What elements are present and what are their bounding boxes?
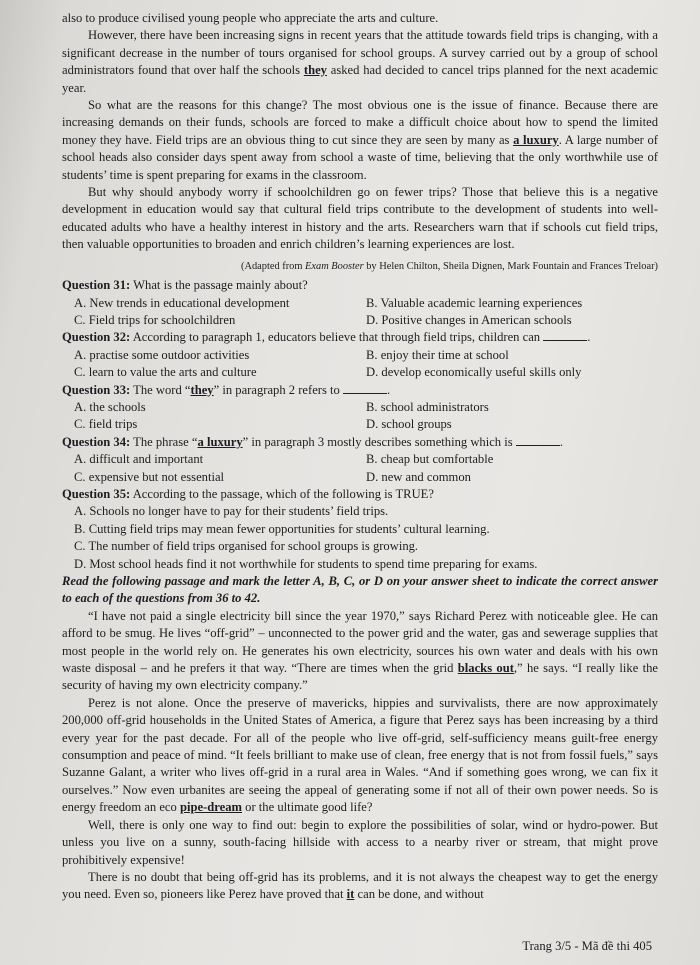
option-d: D. school groups [366, 417, 452, 432]
option-b: B. cheap but comfortable [366, 452, 494, 467]
keyword-blacks-out: blacks out [457, 661, 514, 676]
keyword-pipe-dream: pipe-dream [179, 800, 242, 815]
option-b: B. Cutting field trips may mean fewer opportunities for students’ cultural learning. [74, 521, 490, 536]
answer-blank [343, 382, 387, 394]
passage2-paragraph3: Well, there is only one way to find out: begin to explore the possibilities of solar, wind or hydro-power. But unless you live on a sunny, south-facing hillside with access to a nearby river or stream, that might prove prohibitively expensive! [62, 817, 658, 867]
option-a: A. Schools no longer have to pay for their students’ field trips. [74, 504, 389, 519]
option-d: D. develop economically useful skills only [366, 365, 582, 380]
option-a: A. difficult and important [74, 452, 204, 467]
option-d: D. Positive changes in American schools [366, 312, 572, 327]
question-35 [62, 486, 658, 573]
question-options [62, 451, 658, 486]
question-options [62, 503, 658, 573]
option-a: A. New trends in educational development [74, 295, 290, 310]
keyword-they: they [303, 63, 327, 78]
question-34 [62, 434, 658, 486]
option-b: B. Valuable academic learning experiences [366, 295, 583, 310]
question-stem: Question 33: The word “they” in paragraph 2 refers to . [62, 382, 391, 397]
source-citation: (Adapted from Exam Booster by Helen Chilton, Sheila Dignen, Mark Fountain and Frances Treloar) [240, 260, 658, 272]
option-c: C. learn to value the arts and culture [74, 365, 257, 380]
option-c: C. The number of field trips organised for school groups is growing. [74, 539, 419, 554]
question-options [62, 399, 658, 434]
question-stem: Question 31: What is the passage mainly about? [62, 278, 308, 293]
option-c: C. Field trips for schoolchildren [74, 312, 236, 327]
option-a: A. practise some outdoor activities [74, 347, 250, 362]
question-stem: Question 35: According to the passage, which of the following is TRUE? [62, 486, 434, 501]
option-b: B. enjoy their time at school [366, 347, 509, 362]
keyword-a-luxury: a luxury [197, 434, 243, 449]
question-options [62, 295, 658, 330]
passage1-line0: also to produce civilised young people who appreciate the arts and culture. [62, 11, 439, 25]
passage1-paragraph4: But why should anybody worry if schoolchildren go on fewer trips? Those that believe this is a negative development in education would say that cultural field trips contribute to the development of students into well-educated adults who have a healthy interest in history and the arts. Researchers warn that if schools cut field trips, then valuable opportunities to broaden and enrich children’s learning experiences are lost. [62, 185, 658, 252]
passage1-paragraph2: However, there have been increasing signs in recent years that the attitude towards field trips is changing, with a significant decrease in the number of tours organised for school groups. A survey carried out by a group of school administrators found that over half the schools they asked had decided to cancel trips planned for the next academic year. [62, 28, 659, 95]
option-d: D. Most school heads find it not worthwhile for students to spend time preparing for exams. [74, 556, 538, 571]
question-31 [62, 277, 658, 329]
question-32 [62, 329, 658, 381]
option-c: C. expensive but not essential [74, 469, 225, 484]
question-33 [62, 382, 658, 434]
passage2-paragraph2: Perez is not alone. Once the preserve of mavericks, hippies and survivalists, there are now approximately 200,000 off-grid households in the United States of America, a figure that Perez says has been increasing by a third every year for the past decade. For all of the people who live off-grid, self-sufficiency means guilt-free energy consumption and peace of mind. “It feels brilliant to make use of clean, free energy that is not from fossil fuels,” says Suzanne Galant, a writer who lives off-grid in a rural area in Wales. “And if something goes wrong, we can fix it ourselves.” Now even urbanites are seeing the appeal of generating some if not all of their own power needs. So is energy freedom an eco pipe-dream or the ultimate good life? [62, 695, 658, 815]
question-stem: Question 34: The phrase “a luxury” in paragraph 3 mostly describes something which is . [62, 434, 563, 449]
page-footer: Trang 3/5 - Mã đề thi 405 [522, 938, 652, 953]
passage2-paragraph1: “I have not paid a single electricity bill since the year 1970,” says Richard Perez with noticeable glee. He can afford to be smug. He lives “off-grid” – unconnected to the power grid and the water, gas and sewerage supplies that most people in the world rely on. He generates his own electricity, sources his own water and deals with his own waste disposal – and he prefers it that way. “There are times when the grid blacks out,” he says. “I really like the security of having my own electricity company.” [62, 608, 658, 693]
option-a: A. the schools [74, 399, 146, 414]
answer-blank [543, 329, 587, 341]
option-b: B. school administrators [366, 399, 489, 414]
question-options [62, 347, 658, 382]
option-d: D. new and common [366, 469, 471, 484]
section-instruction: Read the following passage and mark the letter A, B, C, or D on your answer sheet to indicate the correct answer to each of the questions from 36 to 42. [62, 574, 658, 606]
source-book-title: Exam Booster [305, 260, 364, 272]
keyword-they: they [190, 382, 214, 397]
passage1-paragraph3: So what are the reasons for this change? The most obvious one is the issue of finance. Because there are increasing demands on their funds, schools are forced to make a difficult choice about how to spend the limited money they have. Field trips are an obvious thing to cut since they are seen by many as a luxury. A large number of school heads also consider days spent away from school a waste of time, believing that the only worthwhile use of students’ time is spent preparing for exams in the classroom. [62, 98, 658, 182]
keyword-it: it [346, 887, 355, 902]
question-stem: Question 32: According to paragraph 1, educators believe that through field trips, children can . [62, 330, 591, 345]
passage2-paragraph4: There is no doubt that being off-grid has its problems, and it is not always the cheapest way to get the energy you need. Even so, pioneers like Perez have proved that it can be done, and without [62, 869, 658, 902]
option-c: C. field trips [74, 417, 138, 432]
keyword-a-luxury: a luxury [513, 132, 559, 147]
answer-blank [516, 434, 560, 446]
